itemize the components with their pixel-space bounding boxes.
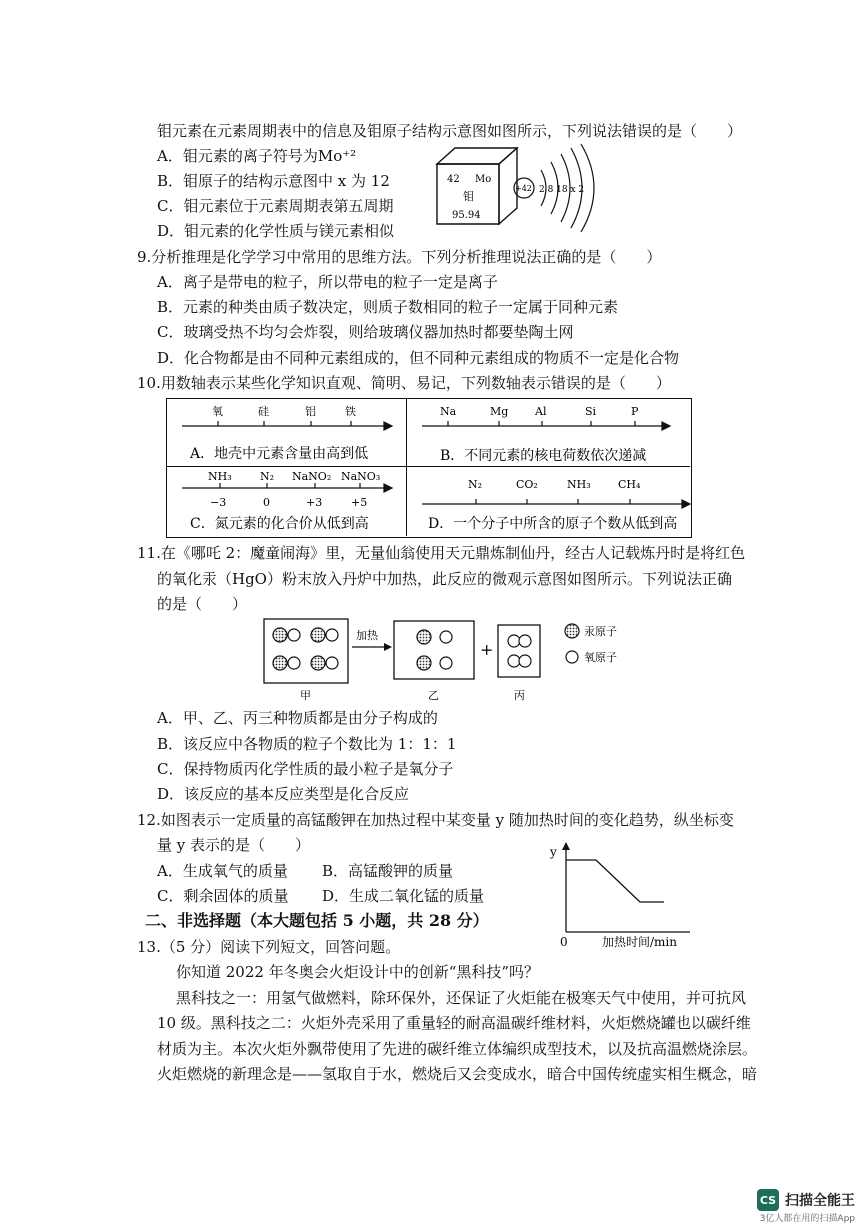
q10c-value-4: +5: [351, 496, 368, 509]
q11-label-jia: 甲: [300, 689, 311, 702]
q8-option-a: A．钼元素的离子符号为Mo⁺²: [157, 147, 357, 165]
q8-option-c: C．钼元素位于元素周期表第五周期: [157, 197, 394, 215]
box-bing: [498, 625, 540, 677]
q9-option-a: A．离子是带电的粒子，所以带电的粒子一定是离子: [157, 273, 498, 291]
q9-option-c: C．玻璃受热不均匀会炸裂，则给玻璃仪器加热时都要垫陶土网: [157, 323, 574, 341]
q12-option-b: B．高锰酸钾的质量: [322, 862, 454, 880]
camscanner-icon: CS: [757, 1189, 779, 1211]
q10-stem: 10.用数轴表示某些化学知识直观、简明、易记，下列数轴表示错误的是（ ）: [137, 374, 671, 392]
q10d-label-2: CO₂: [516, 478, 538, 491]
q8-stem: 钼元素在元素周期表中的信息及钼原子结构示意图如图所示，下列说法错误的是（ ）: [157, 122, 743, 140]
q11-option-b: B．该反应中各物质的粒子个数比为 1：1：1: [157, 735, 457, 753]
q10d-caption: D．一个分子中所含的原子个数从低到高: [428, 516, 678, 532]
q11-option-a: A．甲、乙、丙三种物质都是由分子构成的: [157, 709, 438, 727]
q13-stem: 13.（5 分）阅读下列短文，回答问题。: [137, 938, 401, 956]
cell-mass: 95.94: [452, 210, 481, 221]
q11-option-d: D．该反应的基本反应类型是化合反应: [157, 785, 410, 803]
q10d-label-3: NH₃: [567, 478, 591, 491]
q11-legend-hg: 汞原子: [584, 625, 617, 638]
watermark-subtitle: 3亿人都在用的扫描App: [759, 1214, 855, 1224]
q10b-label-2: Mg: [490, 405, 509, 418]
q12-option-a: A．生成氧气的质量: [157, 862, 288, 880]
q10a-caption: A．地壳中元素含量由高到低: [190, 446, 369, 462]
atom-shell-electrons: 2 8 18 x 2: [539, 185, 585, 195]
q10d-label-4: CH₄: [618, 478, 641, 491]
q12-xlabel: 加热时间/min: [602, 935, 677, 948]
q11-label-bing: 丙: [514, 689, 525, 702]
q9-option-b: B．元素的种类由质子数决定，则质子数相同的粒子一定属于同种元素: [157, 298, 619, 316]
q11-stem-line2: 的氧化汞（HgO）粉末放入丹炉中加热，此反应的微观示意图如图所示。下列说法正确: [157, 570, 732, 588]
q12-stem-line1: 12.如图表示一定质量的高锰酸钾在加热过程中某变量 y 随加热时间的变化趋势，纵坐标变: [137, 811, 734, 829]
q8-option-b: B．钼原子的结构示意图中 x 为 12: [157, 172, 390, 190]
q11-label-yi: 乙: [428, 689, 439, 702]
q10b-label-5: P: [631, 405, 639, 418]
q9-stem: 9.分析推理是化学学习中常用的思维方法。下列分析推理说法正确的是（ ）: [137, 248, 662, 266]
q13-text-line2: 黑科技之一：用氢气做燃料，除环保外，还保证了火炬能在极寒天气中使用，并可抗风: [176, 989, 747, 1007]
q10c-label-2: N₂: [260, 470, 275, 483]
q13-text-line1: 你知道 2022 年冬奥会火炬设计中的创新“黑科技”吗？: [176, 963, 540, 981]
q11-arrow-label: 加热: [356, 629, 378, 642]
q11-reaction-diagram: [260, 615, 640, 705]
q10b-label-1: Na: [440, 405, 457, 418]
box-yi: [394, 621, 474, 679]
q8-option-d: D．钼元素的化学性质与镁元素相似: [157, 222, 395, 240]
molybdenum-figure: [425, 140, 615, 235]
q10a-label-2: 硅: [258, 405, 269, 418]
q12-stem-line2: 量 y 表示的是（ ）: [157, 836, 311, 854]
q10c-value-2: 0: [263, 496, 270, 509]
q11-stem-line1: 11.在《哪吒 2：魔童闹海》里，无量仙翁使用天元鼎炼制仙丹，经古人记载炼丹时是将红色: [137, 544, 746, 562]
q9-option-d: D．化合物都是由不同种元素组成的，但不同种元素组成的物质不一定是化合物: [157, 349, 680, 367]
cell-symbol: Mo: [475, 174, 492, 185]
q10b-label-3: Al: [535, 405, 547, 418]
q12-option-c: C．剩余固体的质量: [157, 887, 289, 905]
q12-ylabel: y: [550, 845, 557, 859]
atom-nucleus-label: +42: [515, 184, 532, 193]
q12-graph: [540, 838, 715, 948]
q13-text-line4: 材质为主。本次火炬外飘带使用了先进的碳纤维立体编织成型技术，以及抗高温燃烧涂层。: [157, 1040, 758, 1058]
q10a-label-4: 铁: [345, 405, 356, 418]
q12-option-d: D．生成二氧化锰的质量: [322, 887, 485, 905]
section-2-title: 二、非选择题（本大题包括 5 小题，共 28 分）: [145, 911, 489, 930]
q10c-label-1: NH₃: [208, 470, 232, 483]
q10a-label-1: 氧: [212, 405, 223, 418]
q10b-caption: B．不同元素的核电荷数依次递减: [440, 448, 647, 464]
watermark-name: 扫描全能王: [785, 1193, 855, 1209]
cell-name: 钼: [463, 190, 474, 203]
q12-curve: [566, 860, 664, 902]
q11-legend-o: 氧原子: [584, 651, 617, 664]
q13-text-line3: 10 级。黑科技之二：火炬外壳采用了重量轻的耐高温碳纤维材料，火炬燃烧罐也以碳纤维: [157, 1014, 751, 1032]
q10c-caption: C．氮元素的化合价从低到高: [190, 516, 369, 532]
q10-axes: [166, 398, 692, 538]
q10d-label-1: N₂: [468, 478, 483, 491]
q10b-label-4: Si: [585, 405, 597, 418]
q12-origin: 0: [560, 935, 568, 948]
q10c-value-1: −3: [210, 496, 227, 509]
scanner-watermark: [757, 1189, 855, 1211]
q11-stem-line3: 的是（ ）: [157, 595, 248, 613]
q10c-label-3: NaNO₂: [292, 470, 332, 483]
q11-option-c: C．保持物质丙化学性质的最小粒子是氧分子: [157, 760, 454, 778]
cell-number: 42: [447, 174, 460, 185]
q10a-label-3: 铝: [305, 405, 316, 418]
q11-plus: +: [480, 640, 494, 659]
q13-text-line5: 火炬燃烧的新理念是——氢取自于水，燃烧后又会变成水，暗合中国传统虚实相生概念，暗: [157, 1065, 758, 1083]
q10c-value-3: +3: [306, 496, 323, 509]
q10c-label-4: NaNO₃: [341, 470, 381, 483]
